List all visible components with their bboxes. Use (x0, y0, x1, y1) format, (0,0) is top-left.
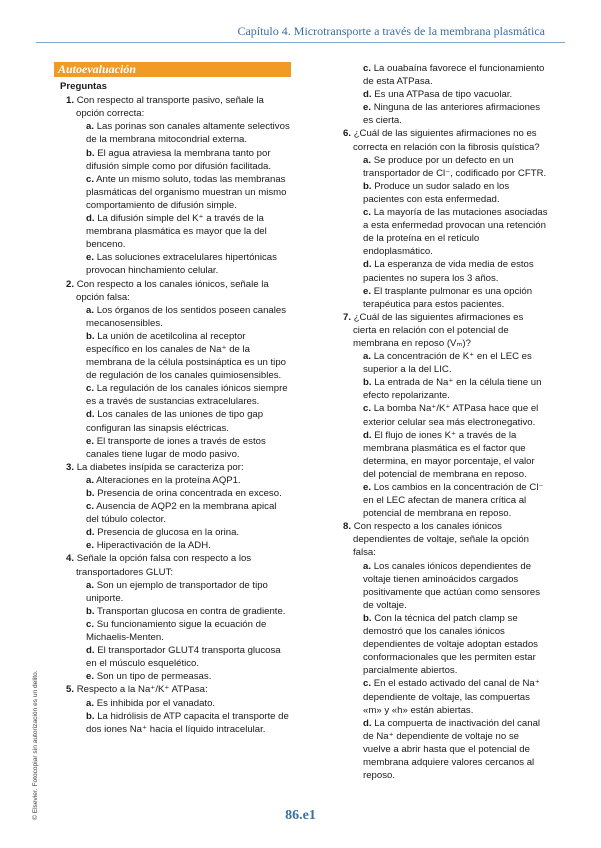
answer-option (331, 88, 549, 101)
left-question-list (54, 94, 291, 736)
option-text: Presencia de glucosa en la orina. (97, 527, 240, 539)
answer-option (54, 408, 291, 434)
page-number: 86.e1 (285, 808, 316, 823)
answer-option (54, 644, 291, 670)
answer-option (331, 481, 549, 520)
option-text: Son un tipo de permeasas. (96, 671, 212, 683)
right-column (331, 62, 549, 782)
option-letter: d. (86, 645, 95, 657)
option-text: Hiperactivación de la ADH. (96, 540, 211, 552)
option-list (54, 474, 291, 553)
answer-option (54, 120, 291, 146)
question-stem (54, 683, 291, 696)
answer-option (331, 560, 549, 612)
option-letter: d. (86, 409, 95, 421)
option-text: El agua atraviesa la membrana tanto por difusión simple como por difusión facilitada. (86, 147, 272, 172)
option-text: La esperanza de vida media de estos pacientes no supera los 3 años. (363, 259, 534, 284)
option-letter: a. (86, 474, 95, 486)
option-letter: d. (86, 213, 95, 225)
option-letter: b. (86, 488, 95, 499)
answer-option (331, 376, 549, 402)
option-text: La compuerta de inactivación del canal de Na⁺ dependiente de voltaje no se vuelve a abrir hasta que el potencial de membrana adquiere valores cercanos al reposo. (363, 717, 541, 782)
answer-option (54, 697, 291, 710)
option-letter: a. (86, 579, 95, 591)
option-text: Son un ejemplo de transportador de tipo uniporte. (86, 579, 268, 604)
answer-option (54, 173, 291, 212)
answer-option (331, 285, 549, 311)
option-letter: b. (363, 612, 372, 624)
option-list (54, 697, 291, 736)
option-letter: b. (86, 147, 95, 159)
option-text: Con la técnica del patch clamp se demostró que los canales iónicos dependientes de voltaje adoptan estados conformacionales que les permiten estar parcialmente abiertos. (363, 612, 538, 677)
question-stem (54, 461, 291, 474)
question-number: 7. (343, 311, 352, 323)
option-text: Es inhibida por el vanadato. (96, 697, 216, 709)
option-text: El transporte de iones a través de estos canales tiene lugar de modo pasivo. (86, 435, 266, 460)
answer-option (331, 154, 549, 180)
option-list (54, 120, 291, 277)
option-letter: a. (363, 560, 372, 572)
option-letter: c. (363, 63, 372, 74)
option-letter: e. (86, 540, 95, 552)
option-text: En el estado activado del canal de Na⁺ dependiente de voltaje, las compuertas «m» y «h» están abiertas. (363, 678, 540, 716)
option-text: Ninguna de las anteriores afirmaciones es cierta. (363, 102, 541, 127)
answer-option (331, 258, 549, 284)
question-text: La diabetes insípida se caracteriza por: (76, 461, 244, 473)
option-text: Produce un sudor salado en los pacientes con esta enfermedad. (363, 180, 510, 205)
option-text: La ouabaína favorece el funcionamiento de esta ATPasa. (363, 63, 545, 88)
option-letter: e. (86, 671, 95, 683)
option-text: Presencia de orina concentrada en exceso. (97, 488, 282, 499)
answer-option (331, 101, 549, 127)
answer-option (54, 500, 291, 526)
answer-option (54, 330, 291, 382)
answer-option (54, 618, 291, 644)
option-letter: b. (86, 710, 95, 722)
answer-option (331, 717, 549, 782)
answer-option (54, 670, 291, 683)
option-text: Ante un mismo soluto, todas las membranas plasmáticas del organismo muestran un mismo comportamiento de difusión simple. (86, 173, 287, 211)
question-number: 3. (66, 461, 75, 473)
option-text: Su funcionamiento sigue la ecuación de Michaelis-Menten. (86, 618, 267, 644)
question-number: 8. (343, 521, 352, 533)
option-letter: c. (86, 618, 95, 630)
question-number: 6. (343, 128, 352, 140)
right-question-list (331, 62, 549, 782)
option-list (331, 350, 549, 520)
option-letter: e. (86, 435, 95, 447)
question-text: Con respecto a los canales iónicos, señale la opción falsa: (76, 278, 269, 303)
option-letter: d. (363, 717, 372, 729)
option-text: Se produce por un defecto en un transportador de Cl⁻, codificado por CFTR. (363, 154, 547, 179)
answer-option (54, 710, 291, 736)
question-stem (331, 520, 549, 559)
option-list (54, 579, 291, 684)
answer-option (331, 612, 549, 677)
answer-option (54, 526, 291, 539)
question-stem (54, 552, 291, 578)
option-letter: b. (86, 330, 95, 342)
question-text: Respecto a la Na⁺/K⁺ ATPasa: (76, 684, 208, 696)
option-letter: a. (86, 121, 95, 133)
answer-option (54, 212, 291, 251)
option-letter: d. (363, 89, 372, 101)
answer-option (331, 350, 549, 376)
option-letter: c. (363, 207, 372, 219)
answer-option (54, 474, 291, 487)
option-letter: c. (86, 501, 95, 513)
option-text: La entrada de Na⁺ en la célula tiene un efecto repolarizante. (363, 377, 542, 402)
option-letter: e. (363, 285, 372, 297)
question-number: 1. (66, 95, 75, 107)
option-text: Los cambios en la concentración de Cl⁻ en el LEC afectan de manera crítica al potencial de membrana en reposo. (363, 482, 544, 520)
option-text: Los canales iónicos dependientes de voltaje tienen aminoácidos cargados positivamente que actúan como sensores de voltaje. (363, 560, 541, 611)
answer-option (54, 147, 291, 173)
question-text: Señale la opción falsa con respecto a los transportadores GLUT: (76, 553, 252, 578)
answer-option (54, 251, 291, 277)
option-letter: c. (86, 173, 95, 185)
option-letter: c. (86, 383, 95, 395)
option-letter: c. (363, 678, 372, 690)
option-letter: a. (363, 154, 372, 166)
option-list (331, 62, 549, 127)
option-text: El flujo de iones K⁺ a través de la membrana plasmática es el factor que determina, en mayor porcentaje, el valor del potencial de membrana en reposo. (363, 429, 535, 480)
option-letter: a. (363, 351, 372, 363)
option-list (331, 560, 549, 783)
answer-option (54, 435, 291, 461)
copyright-notice: © Elsevier. Fotocopiar sin autorización es un delito. (32, 670, 39, 820)
option-letter: a. (86, 697, 95, 709)
question-text: Con respecto a los canales iónicos dependientes de voltaje, señale la opción falsa: (353, 521, 530, 559)
option-text: Las soluciones extracelulares hipertónicas provocan hinchamiento celular. (86, 252, 277, 277)
section-subtitle: Preguntas (60, 81, 107, 93)
question-stem (54, 94, 291, 120)
question-text: Con respecto al transporte pasivo, señale la opción correcta: (76, 95, 264, 120)
answer-option (54, 605, 291, 618)
option-text: Transportan glucosa en contra de gradiente. (97, 605, 286, 617)
option-letter: c. (363, 403, 372, 415)
option-text: Alteraciones en la proteína AQP1. (96, 474, 241, 486)
option-letter: b. (363, 180, 372, 192)
section-title: Autoevaluación (54, 62, 291, 77)
option-list (331, 154, 549, 311)
question-stem (331, 127, 549, 153)
option-text: La unión de acetilcolina al receptor específico en los canales de Na⁺ de la membrana de la célula postsináptica es un tipo de regulación de los canales quimiosensibles. (86, 330, 286, 382)
option-text: La concentración de K⁺ en el LEC es superior a la del LIC. (363, 351, 532, 376)
option-text: Ausencia de AQP2 en la membrana apical del túbulo colector. (86, 501, 277, 526)
option-letter: a. (86, 304, 95, 316)
chapter-header: Capítulo 4. Microtransporte a través de la membrana plasmática (237, 24, 545, 38)
option-text: Los canales de las uniones de tipo gap configuran las sinapsis eléctricas. (86, 409, 264, 434)
option-letter: e. (363, 482, 372, 493)
question-text: ¿Cuál de las siguientes afirmaciones es cierta en relación con el potencial de membrana en reposo (Vₘ)? (353, 311, 524, 349)
option-text: La hidrólisis de ATP capacita el transporte de dos iones Na⁺ hacia el líquido intracelular. (86, 710, 289, 735)
option-letter: b. (363, 377, 372, 389)
option-text: La mayoría de las mutaciones asociadas a esta enfermedad provocan una retención de la proteína en el retículo endoplasmático. (363, 207, 548, 258)
answer-option (54, 579, 291, 605)
answer-option (331, 402, 549, 428)
question-number: 2. (66, 278, 75, 290)
answer-option (331, 429, 549, 481)
left-column (54, 62, 291, 736)
option-text: La bomba Na⁺/K⁺ ATPasa hace que el exterior celular sea más electronegativo. (363, 403, 539, 428)
option-list (54, 304, 291, 461)
option-letter: e. (363, 102, 372, 114)
answer-option (331, 206, 549, 258)
question-number: 4. (66, 553, 75, 565)
option-letter: d. (363, 259, 372, 271)
header-rule (36, 42, 565, 43)
option-letter: e. (86, 252, 95, 264)
answer-option (54, 487, 291, 500)
option-text: La regulación de los canales iónicos siempre es a través de sustancias extracelulares. (86, 383, 288, 408)
option-text: El trasplante pulmonar es una opción terapéutica para estos pacientes. (363, 285, 533, 310)
answer-option (54, 304, 291, 330)
answer-option (331, 677, 549, 716)
question-stem (54, 278, 291, 304)
question-number: 5. (66, 684, 75, 696)
answer-option (54, 539, 291, 552)
option-text: Es una ATPasa de tipo vacuolar. (374, 89, 513, 101)
question-text: ¿Cuál de las siguientes afirmaciones no es correcta en relación con la fibrosis quística? (353, 128, 540, 153)
option-text: Los órganos de los sentidos poseen canales mecanosensibles. (86, 304, 287, 329)
option-text: La difusión simple del K⁺ a través de la membrana plasmática es mayor que la del benceno. (86, 213, 267, 251)
option-letter: d. (86, 527, 95, 539)
option-letter: b. (86, 605, 95, 617)
option-letter: d. (363, 429, 372, 441)
option-text: Las porinas son canales altamente selectivos de la membrana mitocondrial externa. (86, 121, 290, 146)
answer-option (331, 62, 549, 88)
option-text: El transportador GLUT4 transporta glucosa en el músculo esquelético. (86, 645, 281, 670)
question-stem (331, 311, 549, 350)
answer-option (54, 382, 291, 408)
answer-option (331, 180, 549, 206)
